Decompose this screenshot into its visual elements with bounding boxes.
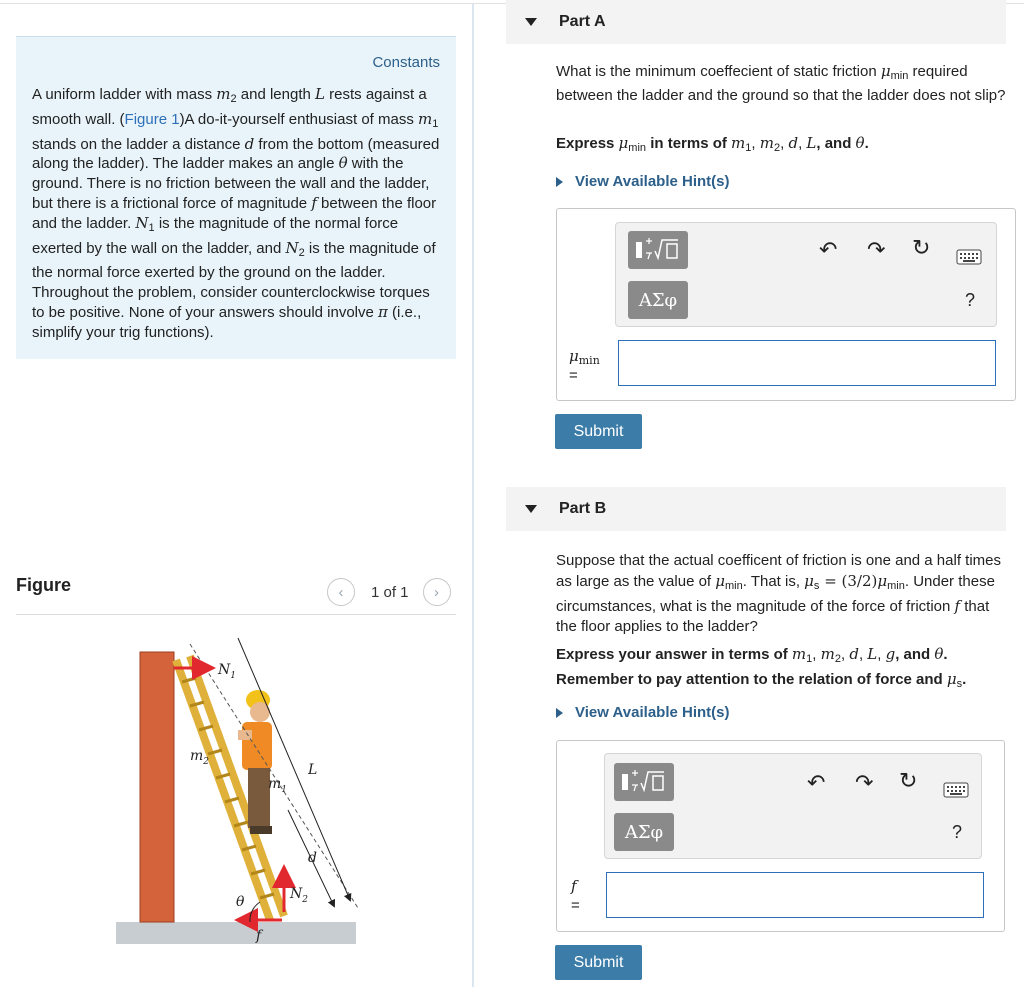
text: , [812, 646, 821, 663]
ground [116, 922, 356, 944]
caret-right-icon [556, 708, 563, 718]
part-a-submit-button[interactable]: Submit [555, 414, 642, 449]
hint-label: View Available Hint(s) [575, 173, 730, 190]
math: μ [877, 572, 888, 590]
math: m [731, 134, 746, 152]
part-b-header[interactable] [506, 487, 1006, 531]
math: m [216, 85, 231, 103]
math: μ [804, 572, 814, 590]
text: . [864, 135, 869, 152]
part-b-answer-box [556, 740, 1005, 932]
math: μ [715, 572, 726, 590]
math: μ [880, 62, 891, 80]
math: L [867, 645, 878, 663]
friction-input[interactable] [606, 872, 984, 918]
text: between the floor and the ladder. [32, 194, 437, 232]
math-sub: min [578, 354, 600, 367]
math-sub: min [628, 142, 647, 154]
greek-symbols-button[interactable]: ΑΣφ [628, 281, 688, 319]
answer-equals: = [571, 897, 580, 914]
text: , [751, 135, 760, 152]
wall [140, 652, 174, 922]
caret-right-icon [556, 177, 563, 187]
chevron-right-icon[interactable]: › [423, 578, 451, 606]
text: . [962, 671, 967, 688]
constants-panel [16, 36, 456, 359]
greek-symbols-button[interactable]: ΑΣφ [614, 813, 674, 851]
part-a-express [556, 133, 1011, 158]
caret-down-icon [525, 505, 537, 513]
label-m2: $m_2$ [190, 748, 210, 767]
reset-icon[interactable]: ↻ [912, 235, 931, 260]
text: Express [556, 135, 619, 152]
math-sub: min [725, 580, 743, 592]
part-a-title: Part A [559, 13, 606, 30]
text: that the floor applies to the ladder? [556, 598, 990, 635]
redo-icon[interactable]: ↷ [867, 237, 886, 262]
template-icon[interactable] [614, 763, 674, 801]
math: L [806, 134, 817, 152]
math: f [954, 597, 961, 615]
template-icon[interactable] [628, 231, 688, 269]
text: , and [816, 135, 856, 152]
text: from the bottom (measured along the ladder). The ladder makes an angle [32, 135, 440, 173]
math: f [311, 193, 317, 212]
text: Suppose that the actual coefficent of friction is one and a half times as large as the value of [556, 552, 1001, 590]
text: , [780, 135, 789, 152]
text: is the magnitude of the normal force exerted by the wall on the ladder, and [32, 214, 399, 257]
help-icon[interactable]: ? [952, 822, 963, 842]
part-b-express [556, 644, 1011, 694]
part-a-hint-link[interactable] [556, 173, 730, 190]
keyboard-icon[interactable] [956, 249, 982, 265]
figure-title: Figure [16, 575, 72, 595]
math: θ [934, 645, 944, 663]
text: is the magnitude of the normal force exerted by the ground on the ladder. Throughout the problem, consider counterclockwise torques to be positive. None of your answers should involve [32, 239, 436, 321]
math: m [759, 134, 774, 152]
math-sub: s [813, 580, 820, 592]
math-sub: 2 [230, 93, 237, 105]
column-divider [472, 4, 474, 987]
answer-equals: = [569, 367, 578, 384]
help-icon[interactable]: ? [965, 290, 976, 310]
math: = (3/2) [819, 572, 878, 590]
text: with the ground. There is no friction between the wall and the ladder, but there is a frictional force of magnitude [32, 155, 430, 212]
label-f: f [256, 928, 262, 944]
math: d [849, 645, 859, 663]
part-b-submit-button[interactable]: Submit [555, 945, 642, 980]
text: . Under these circumstances, what is the magnitude of the force of friction [556, 573, 995, 615]
label-theta: θ [236, 894, 245, 910]
math: θ [855, 134, 865, 152]
math: m [791, 645, 807, 663]
text: required between the ladder and the ground so that the ladder does not slip? [556, 63, 1006, 104]
text: stands on the ladder a distance [32, 135, 245, 153]
text: (i.e., simplify your trig functions). [32, 303, 422, 341]
figure-link[interactable]: Figure 1 [124, 110, 180, 128]
label-d: d [308, 850, 317, 866]
pager-text: 1 of 1 [371, 583, 409, 601]
hint-label: View Available Hint(s) [575, 704, 730, 721]
math-sub: 1 [432, 117, 439, 130]
part-b-question [556, 551, 1011, 637]
math-sub: min [887, 580, 905, 592]
text: . That is, [742, 573, 805, 590]
math-sub: 1 [745, 142, 752, 154]
undo-icon[interactable]: ↶ [819, 237, 838, 262]
part-a-answer-box [556, 208, 1016, 401]
reset-icon[interactable]: ↻ [899, 768, 918, 793]
label-n1: $N_1$ [218, 662, 236, 681]
part-a-question [556, 61, 1011, 106]
caret-down-icon [525, 18, 537, 26]
text: , [858, 646, 868, 663]
ladder-figure [110, 630, 370, 950]
label-L: L [308, 762, 318, 778]
label-n2: $N_2$ [290, 886, 308, 905]
math-sub: s [956, 678, 963, 690]
math: m [820, 645, 835, 663]
math-sub: min [890, 70, 909, 82]
text: What is the minimum coeffecient of static friction [556, 63, 881, 80]
math: μ [569, 347, 579, 365]
math: g [885, 645, 896, 663]
math: N [285, 238, 299, 257]
part-b-hint-link[interactable] [556, 704, 730, 721]
text: , and [895, 646, 935, 663]
part-a-header[interactable] [506, 0, 1006, 44]
math: μ [946, 670, 957, 688]
constants-link[interactable]: Constants [372, 54, 440, 71]
part-a-toolbar [615, 222, 997, 327]
answer-label [569, 347, 600, 367]
math: d [244, 134, 255, 153]
text: Express your answer in terms of [556, 646, 792, 663]
math: θ [338, 154, 348, 173]
math-sub: 1 [148, 221, 155, 234]
text: )A do-it-yourself enthusiast of mass [179, 110, 418, 128]
math-sub: 2 [834, 653, 841, 665]
answer-label: f [571, 877, 577, 895]
text: in terms of [646, 135, 732, 152]
keyboard-icon[interactable] [943, 782, 969, 798]
text: , [798, 135, 807, 152]
math: L [315, 85, 325, 103]
math-sub: 2 [298, 246, 305, 259]
figure-divider [16, 614, 456, 615]
math-sub: 2 [773, 142, 781, 154]
text: rests against a smooth wall. ( [32, 86, 427, 128]
text: . Remember to pay attention to the relation of force and [556, 646, 948, 688]
math: m [418, 109, 433, 128]
mu-min-input[interactable] [618, 340, 996, 386]
chevron-left-icon[interactable]: ‹ [327, 578, 355, 606]
text: , [877, 646, 886, 663]
math: μ [618, 134, 629, 152]
redo-icon[interactable]: ↷ [855, 770, 874, 795]
math: π [378, 302, 388, 321]
text: , [840, 646, 850, 663]
math-sub: 1 [806, 653, 813, 665]
text: and length [236, 86, 316, 103]
math: N [135, 213, 149, 232]
problem-statement [32, 85, 442, 343]
part-b-title: Part B [559, 500, 607, 517]
figure-pager [327, 577, 451, 607]
undo-icon[interactable]: ↶ [807, 770, 826, 795]
math: d [788, 134, 799, 152]
part-b-toolbar [604, 753, 982, 859]
label-m1: $m_1$ [268, 776, 288, 795]
text: A uniform ladder with mass [32, 86, 217, 103]
